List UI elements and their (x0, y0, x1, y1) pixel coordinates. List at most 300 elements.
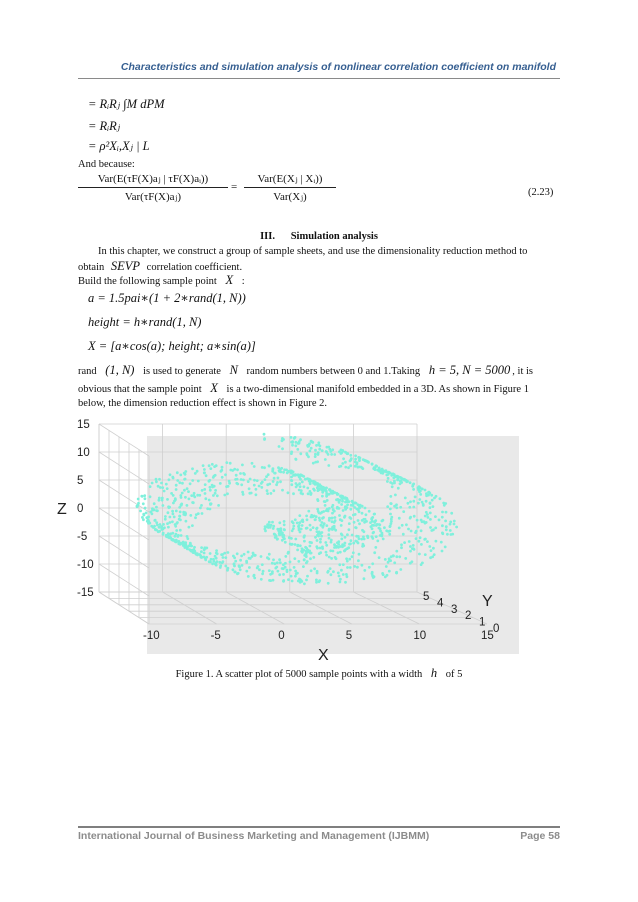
data-point (318, 579, 321, 582)
data-point (344, 581, 347, 584)
data-point (294, 518, 297, 521)
data-point (375, 465, 378, 468)
data-point (202, 464, 205, 467)
data-point (189, 514, 192, 517)
data-point (327, 582, 330, 585)
data-point (451, 533, 454, 536)
data-point (345, 497, 348, 500)
data-point (144, 507, 147, 510)
data-point (395, 571, 398, 574)
data-point (338, 575, 341, 578)
data-point (136, 505, 139, 508)
data-point (318, 517, 321, 520)
grid-line (99, 592, 149, 624)
data-point (266, 526, 269, 529)
data-point (186, 535, 189, 538)
data-point (284, 541, 287, 544)
data-point (278, 521, 281, 524)
data-point (344, 461, 347, 464)
data-point (384, 558, 387, 561)
caption-end: of 5 (445, 669, 463, 680)
data-point (223, 552, 226, 555)
data-point (425, 500, 428, 503)
data-point (290, 476, 293, 479)
data-point (161, 497, 164, 500)
data-point (282, 567, 285, 570)
data-point (336, 541, 339, 544)
data-point (449, 523, 452, 526)
data-point (203, 468, 206, 471)
data-point (184, 542, 187, 545)
data-point (302, 565, 305, 568)
data-point (334, 516, 337, 519)
data-point (414, 496, 417, 499)
data-point (443, 504, 446, 507)
data-point (348, 543, 351, 546)
z-axis-label: Z (57, 501, 67, 518)
data-point (330, 539, 333, 542)
data-point (157, 530, 160, 533)
fraction-right-numerator: Var(E(Xⱼ | Xᵢ)) (257, 173, 323, 185)
data-point (249, 478, 252, 481)
data-point (292, 492, 295, 495)
data-point (409, 545, 412, 548)
data-point (338, 465, 341, 468)
sample-eq-x: X = [a∗cos(a); height; a∗sin(a)] (88, 339, 256, 353)
data-point (424, 489, 427, 492)
data-point (409, 562, 412, 565)
data-point (293, 566, 296, 569)
data-point (264, 478, 267, 481)
data-point (219, 482, 222, 485)
data-point (358, 459, 361, 462)
data-point (167, 526, 170, 529)
data-point (292, 525, 295, 528)
data-point (346, 452, 349, 455)
data-point (331, 520, 334, 523)
data-point (348, 516, 351, 519)
data-point (234, 560, 237, 563)
data-point (390, 518, 393, 521)
paragraph-1-line-1: In this chapter, we construct a group of sample sheets, and use the dimensionality reduction method to (98, 246, 528, 257)
y-tick-label: 2 (465, 610, 472, 623)
data-point (314, 518, 317, 521)
data-point (430, 494, 433, 497)
data-point (266, 489, 269, 492)
data-point (191, 479, 194, 482)
data-point (189, 482, 192, 485)
z-tick-label: 0 (77, 503, 84, 515)
data-point (374, 546, 377, 549)
data-point (371, 562, 374, 565)
x-tick-label: 10 (413, 630, 427, 642)
data-point (426, 540, 429, 543)
data-point (296, 572, 299, 575)
data-point (312, 556, 315, 559)
data-point (283, 523, 286, 526)
data-point (325, 544, 328, 547)
data-point (295, 458, 298, 461)
data-point (421, 488, 424, 491)
data-point (409, 550, 412, 553)
data-point (390, 502, 393, 505)
data-point (213, 485, 216, 488)
data-point (282, 573, 285, 576)
data-point (217, 504, 220, 507)
data-point (372, 576, 375, 579)
data-point (413, 515, 416, 518)
x-axis-label: X (318, 647, 329, 664)
equals-sign: = (231, 181, 238, 193)
data-point (248, 487, 251, 490)
data-point (175, 488, 178, 491)
data-point (345, 573, 348, 576)
data-point (173, 516, 176, 519)
data-point (441, 511, 444, 514)
data-point (224, 565, 227, 568)
data-point (395, 550, 398, 553)
data-point (199, 507, 202, 510)
data-point (432, 505, 435, 508)
data-point (222, 556, 225, 559)
grid-line (99, 536, 149, 568)
data-point (306, 518, 309, 521)
data-point (307, 492, 310, 495)
paragraph-2-line-2 (78, 381, 560, 397)
data-point (350, 457, 353, 460)
data-point (297, 560, 300, 563)
data-point (363, 521, 366, 524)
data-point (339, 581, 342, 584)
data-point (328, 537, 331, 540)
data-point (313, 515, 316, 518)
data-point (211, 562, 214, 565)
data-point (363, 569, 366, 572)
data-point (404, 497, 407, 500)
data-point (336, 506, 339, 509)
data-point (139, 510, 142, 513)
data-point (327, 446, 330, 449)
data-point (453, 520, 456, 523)
data-point (268, 483, 271, 486)
data-point (209, 508, 212, 511)
figure-caption (0, 666, 638, 682)
data-point (281, 489, 284, 492)
data-point (267, 558, 270, 561)
data-point (179, 511, 182, 514)
data-point (247, 551, 250, 554)
data-point (380, 535, 383, 538)
data-point (330, 557, 333, 560)
data-point (355, 463, 358, 466)
data-point (444, 546, 447, 549)
data-point (268, 521, 271, 524)
data-point (445, 525, 448, 528)
data-point (145, 516, 148, 519)
data-point (371, 463, 374, 466)
data-point (228, 480, 231, 483)
data-point (312, 488, 315, 491)
data-point (300, 492, 303, 495)
data-point (171, 532, 174, 535)
data-point (395, 555, 398, 558)
data-point (389, 495, 392, 498)
data-point (315, 581, 318, 584)
grid-line (99, 452, 149, 484)
data-point (178, 542, 181, 545)
data-point (424, 553, 427, 556)
data-point (144, 497, 147, 500)
data-point (221, 466, 224, 469)
data-point (310, 552, 313, 555)
data-point (272, 558, 275, 561)
data-point (260, 486, 263, 489)
data-point (155, 506, 158, 509)
data-point (210, 558, 213, 561)
data-point (209, 502, 212, 505)
y-tick-label: 3 (451, 603, 458, 616)
data-point (245, 570, 248, 573)
data-point (329, 549, 332, 552)
data-point (294, 575, 297, 578)
data-point (150, 525, 153, 528)
data-point (444, 520, 447, 523)
data-point (239, 559, 242, 562)
data-point (399, 476, 402, 479)
data-point (303, 582, 306, 585)
data-point (317, 453, 320, 456)
footer-rule (78, 826, 560, 828)
data-point (274, 472, 277, 475)
data-point (368, 566, 371, 569)
data-point (204, 559, 207, 562)
data-point (351, 534, 354, 537)
data-point (440, 541, 443, 544)
data-point (356, 540, 359, 543)
data-point (341, 462, 344, 465)
data-point (402, 510, 405, 513)
data-point (421, 520, 424, 523)
data-point (200, 546, 203, 549)
data-point (176, 522, 179, 525)
data-point (149, 511, 152, 514)
data-point (176, 479, 179, 482)
x-symbol: X (210, 381, 218, 395)
data-point (344, 542, 347, 545)
x-tick-label: -5 (210, 630, 221, 642)
data-point (306, 575, 309, 578)
data-point (453, 523, 456, 526)
paragraph-2-line-1 (78, 363, 560, 379)
data-point (407, 528, 410, 531)
data-point (371, 535, 374, 538)
data-point (397, 487, 400, 490)
data-point (235, 474, 238, 477)
data-point (147, 522, 150, 525)
data-point (191, 524, 194, 527)
data-point (192, 494, 195, 497)
caption-h: h (430, 666, 438, 680)
data-point (303, 559, 306, 562)
data-point (429, 506, 432, 509)
data-point (426, 513, 429, 516)
data-point (293, 557, 296, 560)
data-point (309, 482, 312, 485)
data-point (393, 480, 396, 483)
data-point (165, 534, 168, 537)
data-point (225, 461, 228, 464)
data-point (289, 561, 292, 564)
data-point (270, 492, 273, 495)
data-point (326, 571, 329, 574)
data-point (328, 556, 331, 559)
data-point (287, 491, 290, 494)
data-point (162, 504, 165, 507)
data-point (196, 470, 199, 473)
data-point (184, 511, 187, 514)
data-point (286, 570, 289, 573)
data-point (253, 479, 256, 482)
data-point (310, 440, 313, 443)
x-tick-label: 15 (481, 630, 494, 642)
data-point (327, 533, 330, 536)
data-point (197, 512, 200, 515)
obtain-word: obtain (78, 262, 105, 273)
data-point (178, 481, 181, 484)
data-point (158, 526, 161, 529)
data-point (319, 445, 322, 448)
data-point (203, 488, 206, 491)
x-tick-label: 0 (278, 630, 285, 642)
data-point (216, 494, 219, 497)
data-point (200, 556, 203, 559)
data-point (434, 515, 437, 518)
header-rule (78, 78, 560, 79)
data-point (247, 480, 250, 483)
data-point (241, 564, 244, 567)
data-point (432, 547, 435, 550)
data-point (314, 536, 317, 539)
data-point (257, 565, 260, 568)
data-point (186, 504, 189, 507)
data-point (268, 579, 271, 582)
data-point (290, 575, 293, 578)
data-point (321, 449, 324, 452)
h-n-values: h = 5, N = 5000 (428, 363, 511, 377)
data-point (338, 563, 341, 566)
data-point (343, 550, 346, 553)
data-point (291, 543, 294, 546)
data-point (243, 553, 246, 556)
data-point (357, 456, 360, 459)
data-point (282, 471, 285, 474)
fraction-left (78, 172, 228, 203)
data-point (417, 526, 420, 529)
data-point (208, 499, 211, 502)
data-point (229, 462, 232, 465)
data-point (279, 480, 282, 483)
data-point (252, 552, 255, 555)
data-point (321, 521, 324, 524)
data-point (348, 528, 351, 531)
data-point (245, 561, 248, 564)
data-point (291, 471, 294, 474)
data-point (419, 493, 422, 496)
data-point (153, 502, 156, 505)
data-point (388, 471, 391, 474)
data-point (283, 529, 286, 532)
data-point (316, 570, 319, 573)
data-point (318, 483, 321, 486)
data-point (317, 499, 320, 502)
data-point (218, 561, 221, 564)
data-point (156, 509, 159, 512)
data-point (405, 479, 408, 482)
data-point (287, 578, 290, 581)
data-point (241, 491, 244, 494)
data-point (348, 522, 351, 525)
data-point (165, 483, 168, 486)
data-point (297, 544, 300, 547)
data-point (164, 518, 167, 521)
data-point (427, 494, 430, 497)
data-point (327, 464, 330, 467)
data-point (398, 555, 401, 558)
data-point (187, 490, 190, 493)
data-point (418, 553, 421, 556)
data-point (368, 510, 371, 513)
data-point (378, 556, 381, 559)
data-point (314, 449, 317, 452)
data-point (291, 441, 294, 444)
data-point (318, 531, 321, 534)
data-point (314, 453, 317, 456)
data-point (231, 469, 234, 472)
data-point (300, 520, 303, 523)
data-point (430, 549, 433, 552)
data-point (361, 545, 364, 548)
data-point (239, 472, 242, 475)
data-point (455, 526, 458, 529)
data-point (340, 524, 343, 527)
data-point (204, 492, 207, 495)
data-point (340, 452, 343, 455)
data-point (290, 483, 293, 486)
data-point (209, 486, 212, 489)
data-point (214, 489, 217, 492)
data-point (343, 544, 346, 547)
data-point (258, 485, 261, 488)
data-point (268, 464, 271, 467)
data-point (215, 549, 218, 552)
data-point (151, 482, 154, 485)
data-point (225, 485, 228, 488)
data-point (325, 451, 328, 454)
data-point (408, 540, 411, 543)
build-colon: : (241, 276, 245, 287)
data-point (361, 529, 364, 532)
data-point (410, 530, 413, 533)
data-point (166, 487, 169, 490)
data-point (415, 537, 418, 540)
data-point (274, 562, 277, 565)
data-point (434, 527, 437, 530)
data-point (272, 579, 275, 582)
fraction-bar (244, 187, 336, 188)
data-point (303, 485, 306, 488)
data-point (407, 502, 410, 505)
data-point (309, 557, 312, 560)
